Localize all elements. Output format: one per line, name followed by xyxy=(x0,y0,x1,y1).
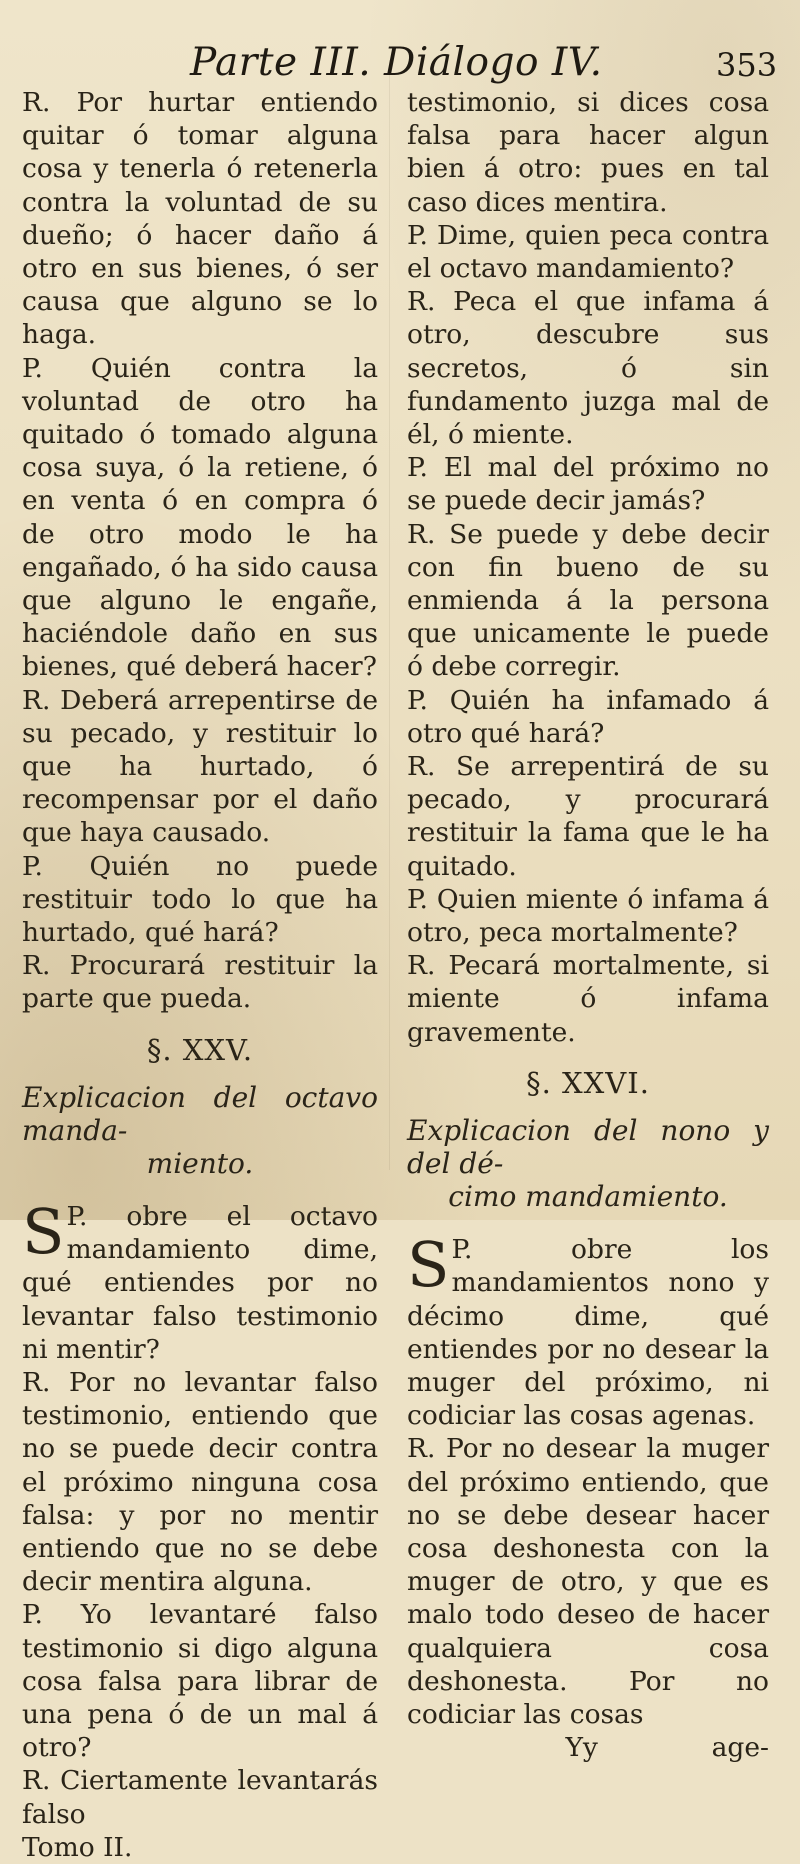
section-heading xyxy=(407,1114,769,1213)
speaker-label: P. xyxy=(22,352,43,384)
entry-text: Por hurtar entiendo quitar ó tomar alguna cosa y tenerla ó retenerla contra la voluntad de su dueño; ó hacer daño á otro en sus bienes, ó ser causa que alguno se lo haga. xyxy=(22,87,378,351)
dialogue-entry xyxy=(407,219,769,285)
speaker-label: P. xyxy=(407,883,428,915)
speaker-label: R. xyxy=(407,751,436,783)
speaker-label: R. xyxy=(22,1366,51,1398)
dialogue-entry xyxy=(22,1764,378,1830)
section-title: §. XXVI. xyxy=(526,1065,650,1100)
dialogue-entry xyxy=(407,285,769,451)
entry-text: El mal del próximo no se puede decir jamás? xyxy=(407,452,769,517)
dialogue-entry xyxy=(407,1432,769,1731)
right-column xyxy=(407,86,769,1764)
dialogue-entry xyxy=(22,1366,378,1598)
dialogue-entry xyxy=(22,1598,378,1764)
section-heading-line: Explicacion del nono y del dé- xyxy=(407,1114,769,1181)
section-heading xyxy=(22,1081,378,1180)
speaker-label: P. xyxy=(22,850,43,882)
entry-text: Se arrepentirá de su pecado, y procurará restituir la fama que le ha quitado. xyxy=(407,751,769,882)
dialogue-entry xyxy=(407,684,769,750)
footer-line xyxy=(407,1731,769,1764)
speaker-label: R. xyxy=(22,87,51,118)
entry-text: Por no levantar falso testimonio, entiendo que no se puede decir contra el próximo ninguna cosa falsa: y por no mentir entiendo que no se debe decir mentira alguna. xyxy=(22,1366,378,1598)
section-title: §. XXV. xyxy=(146,1032,254,1067)
speaker-label: R. xyxy=(407,286,436,318)
dialogue-entry xyxy=(407,949,769,1049)
entry-text: Por no desear la muger del próximo entiendo, que no se debe desear hacer cosa deshonesta con la muger de otro, y que es malo todo deseo de hacer qualquiera cosa deshonesta. Por no codiciar las cosas xyxy=(407,1433,769,1730)
dialogue-entry xyxy=(407,518,769,684)
entry-text: Deberá arrepentirse de su pecado, y restituir lo que ha hurtado, ó recompensar por el daño que haya causado. xyxy=(22,684,378,849)
speaker-label: P. xyxy=(451,1234,473,1266)
left-column xyxy=(22,86,378,1864)
section-heading-line: cimo mandamiento. xyxy=(448,1180,728,1214)
entry-text: Se puede y debe decir con fin bueno de su enmienda á la persona que unicamente le puede ó debe corregir. xyxy=(407,518,769,683)
entry-text: Procurará restituir la parte que pueda. xyxy=(22,950,378,1015)
entry-text: Quien miente ó infama á otro, peca mortalmente? xyxy=(407,883,769,949)
entry-text: testimonio, si dices cosa falsa para hacer algun bien á otro: pues en tal caso dices mentira. xyxy=(407,87,769,218)
dialogue-entry xyxy=(22,850,378,950)
dialogue-entry xyxy=(407,451,769,517)
dialogue-entry xyxy=(22,86,378,352)
dialogue-entry xyxy=(22,352,378,684)
signature-mark: Yy xyxy=(565,1732,598,1764)
signature-mark: Tomo II. xyxy=(22,1831,133,1863)
speaker-label: P. xyxy=(66,1200,88,1232)
entry-text: Ciertamente levantarás falso xyxy=(22,1765,378,1830)
catchword: age- xyxy=(711,1732,769,1764)
entry-text: Yo levantaré falso testimonio si digo alguna cosa falsa para librar de una pena ó de un mal á otro? xyxy=(22,1599,378,1764)
speaker-label: R. xyxy=(22,684,51,716)
speaker-label: R. xyxy=(407,1433,436,1465)
drop-cap: S xyxy=(22,1194,65,1268)
speaker-label: R. xyxy=(407,518,436,550)
running-head: Parte III. Diálogo IV. xyxy=(190,40,603,85)
entry-text: Pecará mortalmente, si miente ó infama gravemente. xyxy=(407,950,769,1048)
entry-text: obre el octavo mandamiento dime, qué entiendes por no levantar falso testimonio ni mentir? xyxy=(22,1200,378,1365)
dialogue-entry xyxy=(407,750,769,883)
dialogue-entry xyxy=(22,684,378,850)
dialogue-entry xyxy=(407,86,769,219)
column-gutter xyxy=(389,60,390,1170)
dialogue-entry xyxy=(407,1228,769,1432)
entry-text: Quién contra la voluntad de otro ha quitado ó tomado alguna cosa suya, ó la retiene, ó en venta ó en compra ó de otro modo le ha engañado, ó ha sido causa que alguno le engañe, haciéndole daño en sus bienes, qué deberá hacer? xyxy=(22,352,378,683)
speaker-label: P. xyxy=(407,684,428,716)
speaker-label: R. xyxy=(22,1765,51,1797)
page-number: 353 xyxy=(716,46,778,84)
drop-cap: S xyxy=(407,1228,450,1302)
entry-text: Quién no puede restituir todo lo que ha hurtado, qué hará? xyxy=(22,850,378,949)
dialogue-entry xyxy=(407,883,769,949)
section-heading-line: Explicacion del octavo manda- xyxy=(22,1080,378,1147)
speaker-label: P. xyxy=(407,219,428,251)
section-heading-line: miento. xyxy=(146,1146,254,1180)
entry-text: Peca el que infama á otro, descubre sus secretos, ó sin fundamento juzga mal de él, ó miente. xyxy=(407,286,769,451)
footer-line xyxy=(22,1831,378,1864)
speaker-label: P. xyxy=(22,1599,43,1631)
entry-text: Dime, quien peca contra el octavo mandamiento? xyxy=(407,219,769,285)
entry-text: Quién ha infamado á otro qué hará? xyxy=(407,684,769,749)
speaker-label: P. xyxy=(407,452,428,484)
entry-text: obre los mandamientos nono y décimo dime, qué entiendes por no desear la muger del próximo, ni codiciar las cosas agenas. xyxy=(407,1234,769,1432)
dialogue-entry xyxy=(22,949,378,1015)
speaker-label: R. xyxy=(22,950,51,982)
dialogue-entry xyxy=(22,1194,378,1366)
speaker-label: R. xyxy=(407,950,436,982)
